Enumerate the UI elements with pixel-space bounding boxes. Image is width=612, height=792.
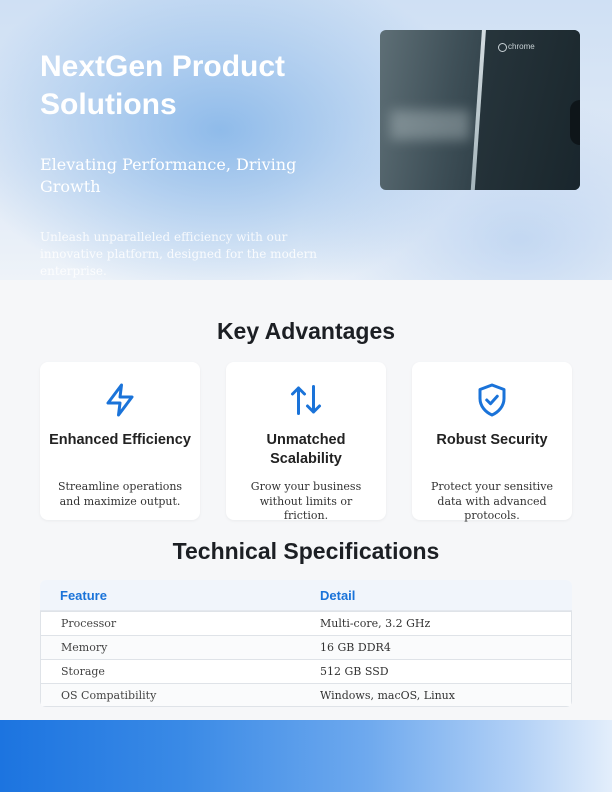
detail-cell: 512 GB SSD bbox=[320, 665, 389, 678]
image-brand-text: chrome bbox=[508, 42, 535, 51]
hero-description: Unleash unparalleled efficiency with our innovative platform, designed for the modern enterprise. bbox=[40, 230, 318, 278]
advantage-card-title: Robust Security bbox=[436, 432, 548, 448]
feature-cell: Memory bbox=[61, 641, 108, 654]
hero-product-image bbox=[380, 30, 580, 190]
table-row bbox=[40, 683, 572, 707]
shield-check-icon bbox=[474, 382, 510, 418]
lightning-bolt-icon bbox=[102, 382, 138, 418]
advantage-card-text: Protect your sensitive data with advanced protocols. bbox=[430, 480, 554, 522]
advantage-card-security bbox=[412, 362, 572, 520]
advantage-card-efficiency bbox=[40, 362, 200, 520]
column-header-feature: Feature bbox=[60, 587, 107, 603]
feature-cell: Storage bbox=[61, 665, 105, 678]
advantages-cards bbox=[40, 362, 572, 520]
detail-cell: 16 GB DDR4 bbox=[320, 641, 391, 654]
advantages-heading: Key Advantages bbox=[216, 318, 396, 344]
advantage-card-scalability bbox=[226, 362, 386, 520]
hero-subtitle: Elevating Performance, Driving Growth bbox=[40, 155, 297, 196]
up-down-arrows-icon bbox=[288, 382, 324, 418]
detail-cell: Windows, macOS, Linux bbox=[320, 688, 455, 702]
specs-table-header bbox=[40, 580, 572, 611]
column-header-detail: Detail bbox=[320, 587, 356, 603]
detail-cell: Multi-core, 3.2 GHz bbox=[320, 617, 431, 630]
image-brand-logo-icon bbox=[498, 43, 507, 52]
table-row bbox=[40, 635, 572, 659]
specs-heading: Technical Specifications bbox=[172, 538, 440, 564]
hero-section bbox=[0, 0, 612, 280]
advantage-card-title: Unmatched Scalability bbox=[266, 432, 346, 467]
table-row bbox=[40, 611, 572, 635]
advantage-card-text: Grow your business without limits or friction. bbox=[250, 480, 362, 522]
footer-band bbox=[0, 720, 612, 792]
feature-cell: OS Compatibility bbox=[61, 688, 157, 702]
image-device-panel bbox=[473, 30, 580, 190]
feature-cell: Processor bbox=[61, 617, 117, 630]
advantage-card-text: Streamline operations and maximize output. bbox=[57, 480, 183, 508]
hero-title: NextGen Product Solutions bbox=[40, 50, 286, 121]
specs-table bbox=[40, 580, 572, 707]
advantage-card-title: Enhanced Efficiency bbox=[49, 432, 191, 448]
image-device-knob bbox=[570, 100, 580, 145]
table-row bbox=[40, 659, 572, 683]
image-background-blur bbox=[390, 110, 470, 140]
